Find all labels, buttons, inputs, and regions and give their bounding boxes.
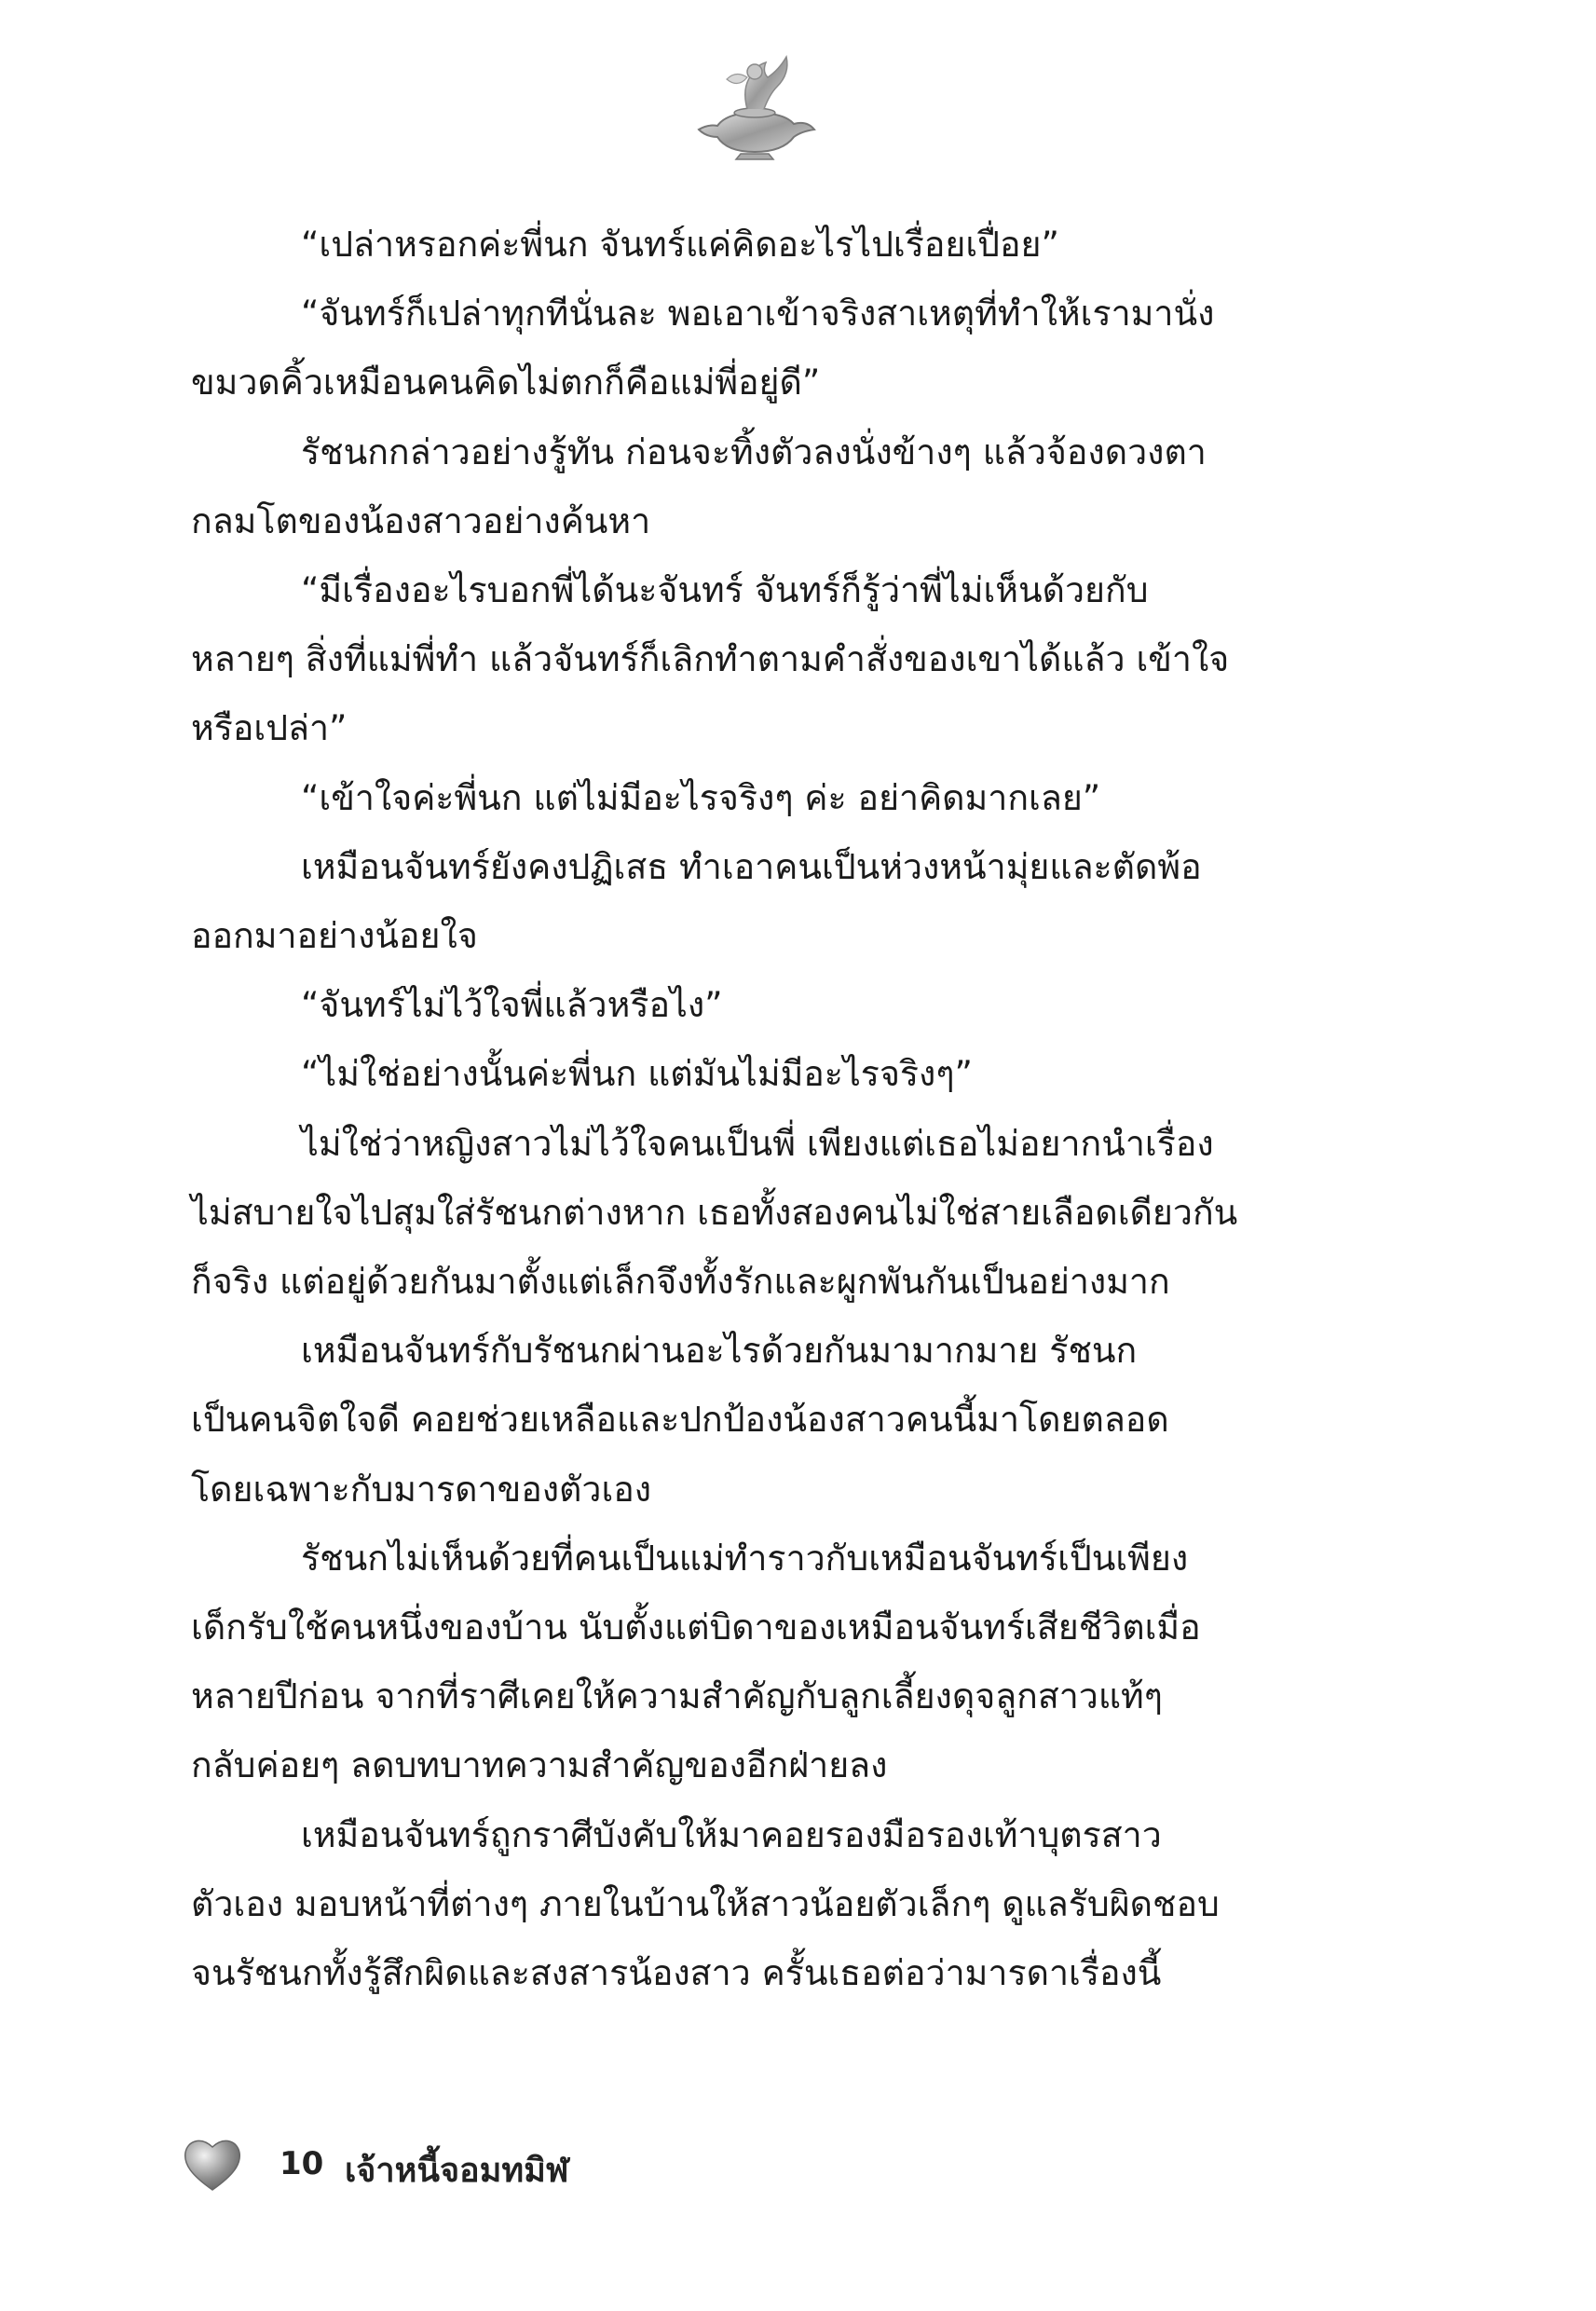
text-line: “เข้าใจค่ะพี่นก แต่ไม่มีอะไรจริงๆ ค่ะ อย่าคิดมากเลย” (301, 776, 1101, 818)
text-line: เด็กรับใช้คนหนึ่งของบ้าน นับตั้งแต่บิดาของเหมือนจันทร์เสียชีวิตเมื่อ (191, 1607, 1201, 1648)
text-line: “มีเรื่องอะไรบอกพี่ได้นะจันทร์ จันทร์ก็รู้ว่าพี่ไม่เห็นด้วยกับ (301, 569, 1149, 611)
text-line: ออกมาอย่างน้อยใจ (191, 915, 478, 957)
heart-icon (182, 2134, 243, 2195)
text-line: กลับค่อยๆ ลดบทบาทความสำคัญของอีกฝ่ายลง (191, 1744, 888, 1786)
text-line: เหมือนจันทร์ยังคงปฏิเสธ ทำเอาคนเป็นห่วงหน้ามุ่ยและตัดพ้อ (301, 845, 1202, 887)
text-line: จนรัชนกทั้งรู้สึกผิดและสงสารน้องสาว ครั้นเธอต่อว่ามารดาเรื่องนี้ (191, 1952, 1162, 1994)
text-line: ขมวดคิ้วเหมือนคนคิดไม่ตกก็คือแม่พี่อยู่ดี” (191, 362, 821, 403)
text-line: เหมือนจันทร์กับรัชนกผ่านอะไรด้วยกันมามากมาย รัชนก (301, 1330, 1138, 1372)
text-line: “จันทร์ก็เปล่าทุกทีนั่นละ พอเอาเข้าจริงสาเหตุที่ทำให้เรามานั่ง (301, 293, 1215, 335)
text-line: โดยเฉพาะกับมารดาของตัวเอง (191, 1468, 652, 1510)
body-text (191, 210, 1332, 2007)
text-line: ไม่สบายใจไปสุมใส่รัชนกต่างหาก เธอทั้งสองคนไม่ใช่สายเลือดเดียวกัน (191, 1191, 1238, 1233)
book-title: เจ้าหนี้จอมทมิฬ (345, 2152, 569, 2190)
text-line: ตัวเอง มอบหน้าที่ต่างๆ ภายในบ้านให้สาวน้อยตัวเล็กๆ ดูแลรับผิดชอบ (191, 1882, 1220, 1924)
text-line: เป็นคนจิตใจดี คอยช่วยเหลือและปกป้องน้องสาวคนนี้มาโดยตลอด (191, 1399, 1169, 1441)
lamp-with-fairy-icon (689, 51, 820, 163)
text-line: ก็จริง แต่อยู่ด้วยกันมาตั้งแต่เล็กจึงทั้งรักและผูกพันกันเป็นอย่างมาก (191, 1261, 1170, 1303)
text-line: กลมโตของน้องสาวอย่างค้นหา (191, 499, 651, 541)
page-number: 10 (280, 2145, 324, 2182)
text-line: หลายปีก่อน จากที่ราศีเคยให้ความสำคัญกับลูกเลี้ยงดุจลูกสาวแท้ๆ (191, 1675, 1163, 1717)
text-line: “เปล่าหรอกค่ะพี่นก จันทร์แค่คิดอะไรไปเรื่อยเปื่อย” (301, 224, 1059, 265)
text-line: “ไม่ใช่อย่างนั้นค่ะพี่นก แต่มันไม่มีอะไรจริงๆ” (301, 1053, 973, 1095)
text-line: “จันทร์ไม่ไว้ใจพี่แล้วหรือไง” (301, 984, 723, 1026)
text-line: หรือเปล่า” (191, 707, 348, 749)
text-line: หลายๆ สิ่งที่แม่พี่ทำ แล้วจันทร์ก็เลิกทำตามคำสั่งของเขาได้แล้ว เข้าใจ (191, 638, 1230, 680)
text-line: ไม่ใช่ว่าหญิงสาวไม่ไว้ใจคนเป็นพี่ เพียงแต่เธอไม่อยากนำเรื่อง (301, 1122, 1214, 1164)
text-line: เหมือนจันทร์ถูกราศีบังคับให้มาคอยรองมือรองเท้าบุตรสาว (301, 1813, 1162, 1855)
text-line: รัชนกกล่าวอย่างรู้ทัน ก่อนจะทิ้งตัวลงนั่งข้างๆ แล้วจ้องดวงตา (301, 431, 1207, 472)
text-line: รัชนกไม่เห็นด้วยที่คนเป็นแม่ทำราวกับเหมือนจันทร์เป็นเพียง (301, 1537, 1189, 1579)
